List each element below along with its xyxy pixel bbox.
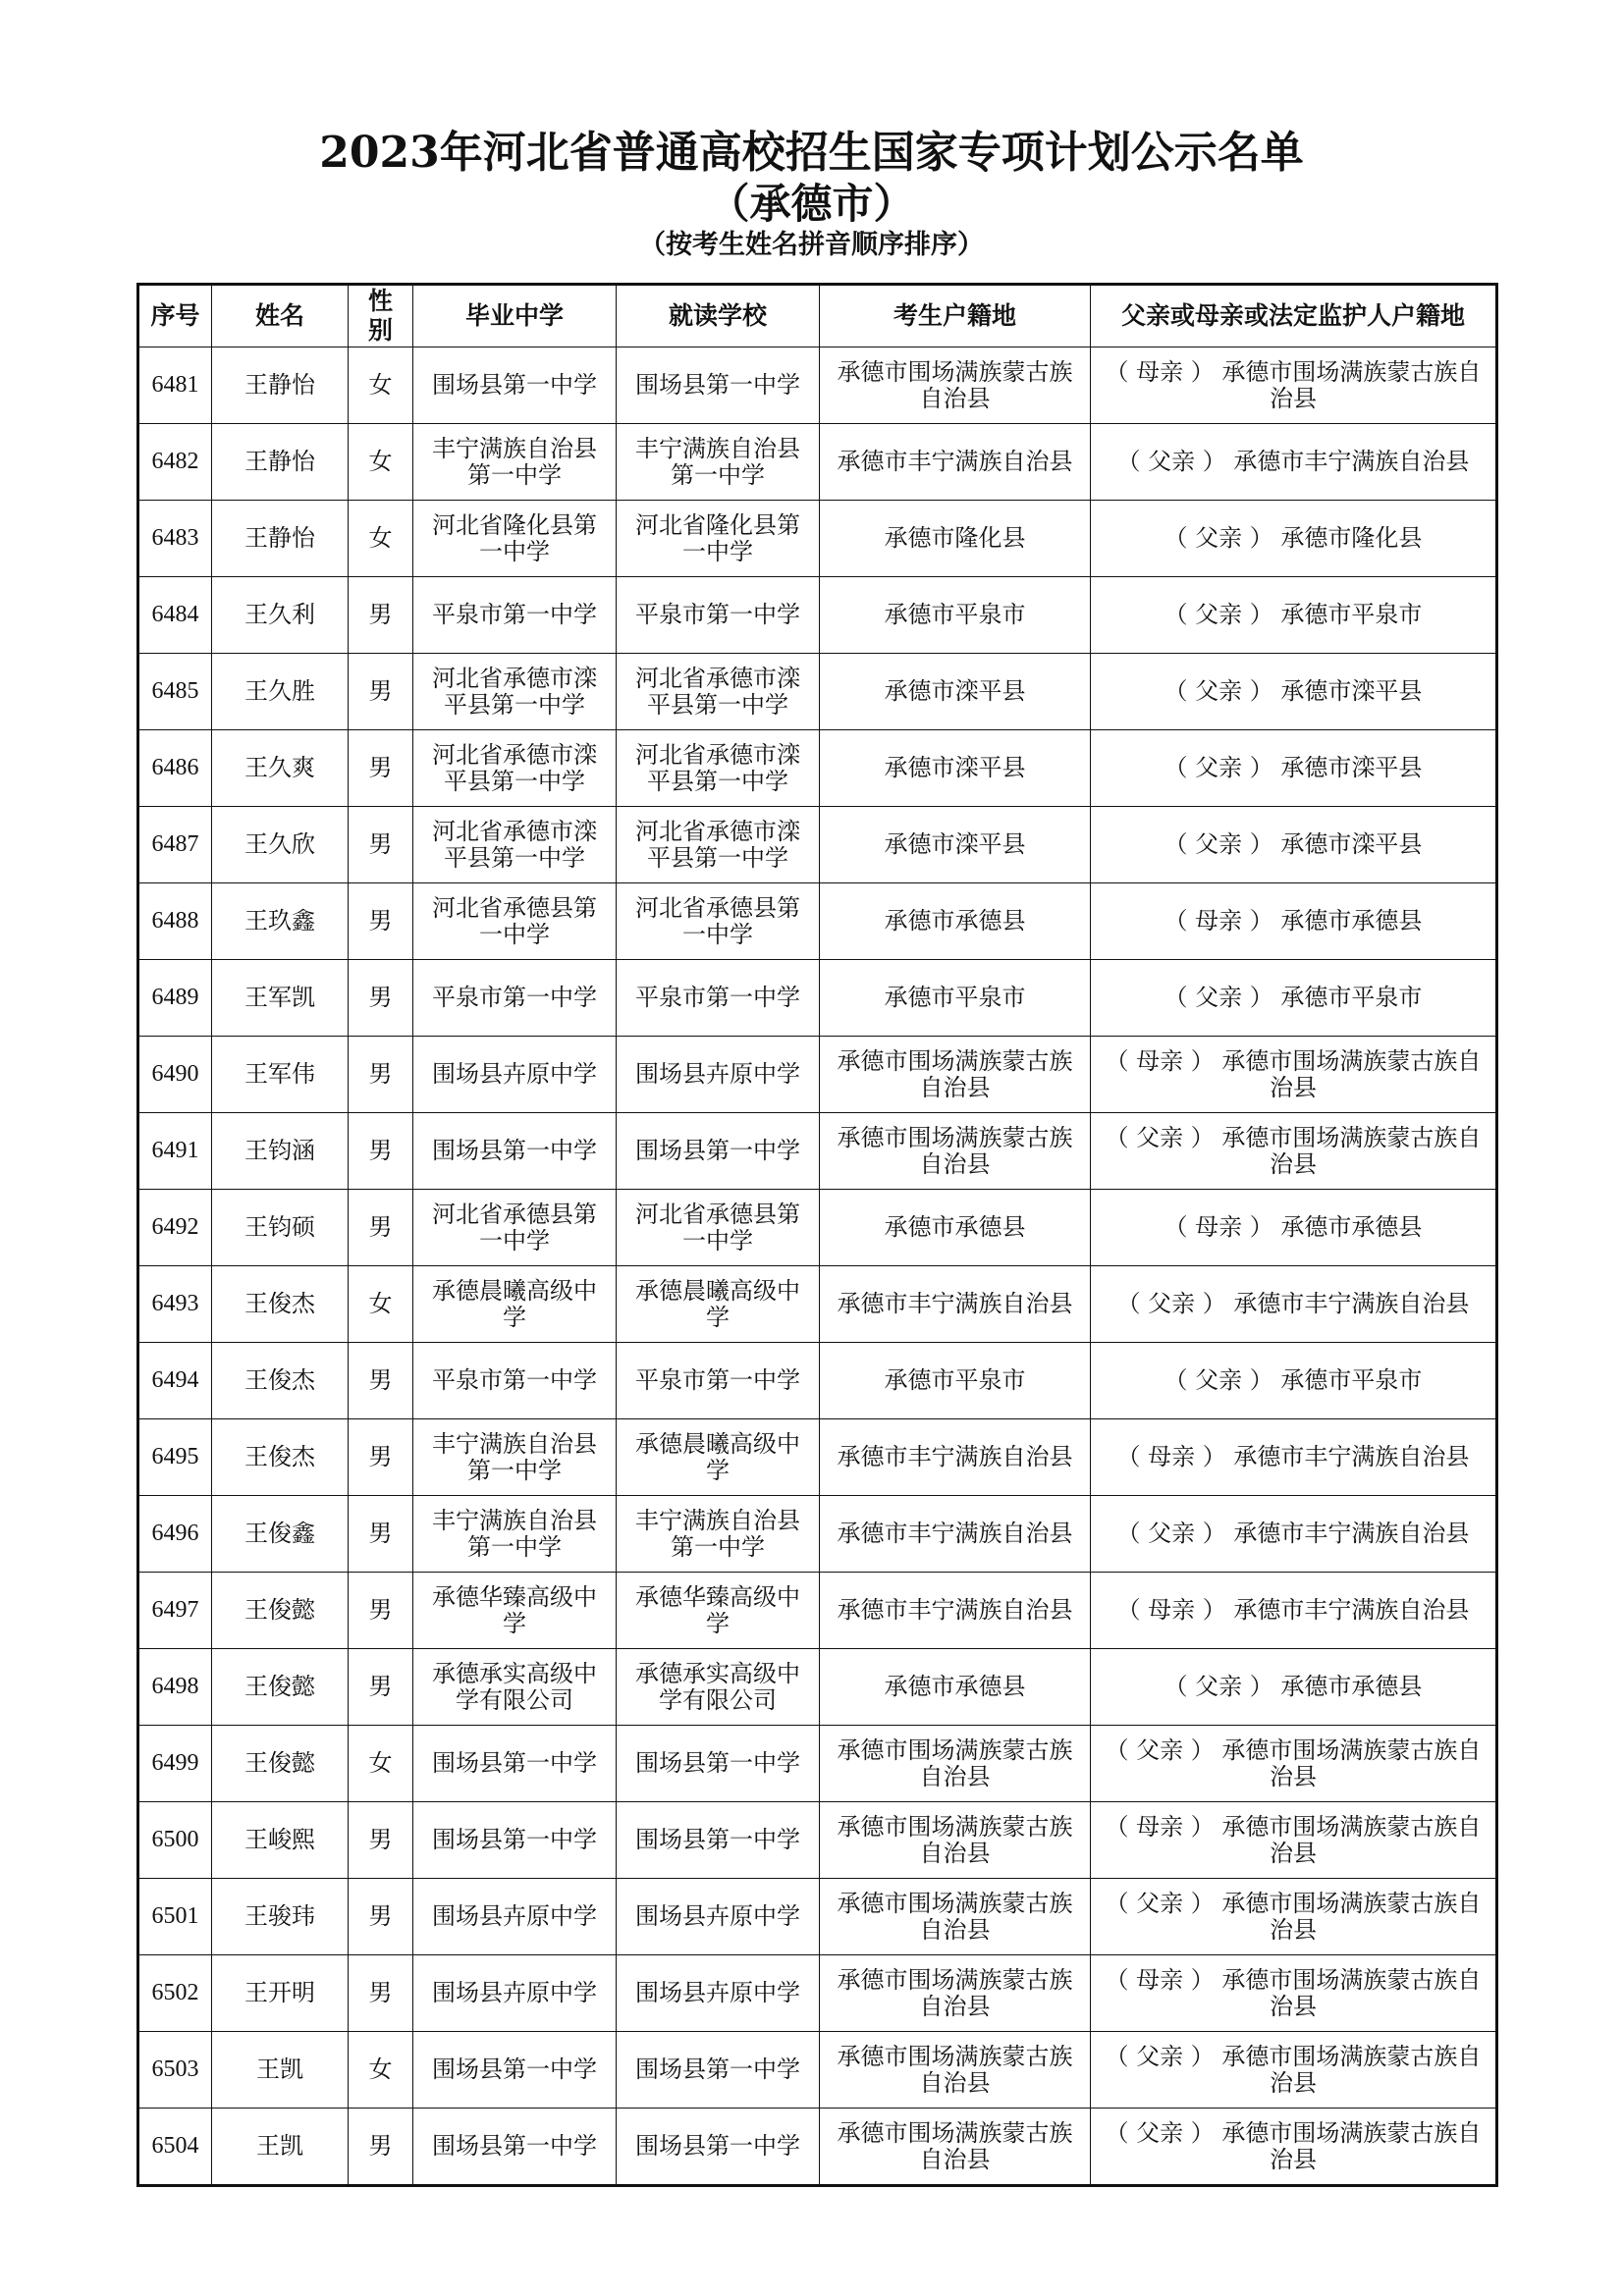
- cell-gender: 女: [349, 501, 413, 577]
- cell-grad-school: 河北省隆化县第一中学: [413, 501, 617, 577]
- cell-current-school: 围场县第一中学: [617, 2032, 820, 2109]
- cell-seq: 6493: [138, 1266, 212, 1343]
- table-row: [138, 1726, 1497, 1802]
- cell-student-hukou: 承德市滦平县: [820, 807, 1091, 883]
- cell-current-school: 围场县卉原中学: [617, 1879, 820, 1955]
- cell-seq: 6489: [138, 960, 212, 1037]
- table-row: [138, 1343, 1497, 1419]
- cell-student-hukou: 承德市滦平县: [820, 654, 1091, 730]
- cell-student-hukou: 承德市承德县: [820, 1190, 1091, 1266]
- cell-guardian-hukou: （ 父亲 ） 承德市围场满族蒙古族自治县: [1091, 1113, 1497, 1190]
- roster-table: [136, 283, 1498, 2187]
- cell-student-hukou: 承德市隆化县: [820, 501, 1091, 577]
- cell-name: 王峻熙: [212, 1802, 349, 1879]
- cell-grad-school: 平泉市第一中学: [413, 960, 617, 1037]
- cell-student-hukou: 承德市围场满族蒙古族自治县: [820, 2032, 1091, 2109]
- cell-student-hukou: 承德市丰宁满族自治县: [820, 1573, 1091, 1649]
- cell-grad-school: 承德承实高级中学有限公司: [413, 1649, 617, 1726]
- cell-current-school: 平泉市第一中学: [617, 1343, 820, 1419]
- header-student-hukou: 考生户籍地: [820, 285, 1091, 347]
- cell-seq: 6484: [138, 577, 212, 654]
- cell-student-hukou: 承德市平泉市: [820, 960, 1091, 1037]
- cell-seq: 6502: [138, 1955, 212, 2032]
- cell-seq: 6500: [138, 1802, 212, 1879]
- cell-name: 王久爽: [212, 730, 349, 807]
- cell-name: 王久欣: [212, 807, 349, 883]
- cell-student-hukou: 承德市平泉市: [820, 577, 1091, 654]
- cell-seq: 6481: [138, 347, 212, 424]
- cell-current-school: 丰宁满族自治县第一中学: [617, 1496, 820, 1573]
- cell-current-school: 承德晨曦高级中学: [617, 1266, 820, 1343]
- table-row: [138, 1190, 1497, 1266]
- cell-grad-school: 河北省承德县第一中学: [413, 1190, 617, 1266]
- header-name: 姓名: [212, 285, 349, 347]
- table-row: [138, 501, 1497, 577]
- cell-student-hukou: 承德市围场满族蒙古族自治县: [820, 1802, 1091, 1879]
- cell-current-school: 围场县第一中学: [617, 347, 820, 424]
- cell-student-hukou: 承德市围场满族蒙古族自治县: [820, 1879, 1091, 1955]
- cell-gender: 男: [349, 1649, 413, 1726]
- table-row: [138, 730, 1497, 807]
- cell-name: 王骏玮: [212, 1879, 349, 1955]
- cell-seq: 6490: [138, 1037, 212, 1113]
- table-row: [138, 1573, 1497, 1649]
- table-row: [138, 2032, 1497, 2109]
- cell-grad-school: 围场县卉原中学: [413, 1879, 617, 1955]
- cell-student-hukou: 承德市围场满族蒙古族自治县: [820, 1113, 1091, 1190]
- cell-name: 王军伟: [212, 1037, 349, 1113]
- cell-student-hukou: 承德市围场满族蒙古族自治县: [820, 2109, 1091, 2186]
- cell-name: 王俊懿: [212, 1726, 349, 1802]
- cell-guardian-hukou: （ 父亲 ） 承德市围场满族蒙古族自治县: [1091, 1726, 1497, 1802]
- table-row: [138, 2109, 1497, 2186]
- cell-grad-school: 河北省承德市滦平县第一中学: [413, 730, 617, 807]
- cell-grad-school: 河北省承德县第一中学: [413, 883, 617, 960]
- cell-student-hukou: 承德市丰宁满族自治县: [820, 424, 1091, 501]
- cell-grad-school: 围场县第一中学: [413, 2109, 617, 2186]
- cell-gender: 男: [349, 2109, 413, 2186]
- cell-guardian-hukou: （ 母亲 ） 承德市围场满族蒙古族自治县: [1091, 1955, 1497, 2032]
- table-row: [138, 807, 1497, 883]
- header-guardian-hukou: 父亲或母亲或法定监护人户籍地: [1091, 285, 1497, 347]
- cell-guardian-hukou: （ 父亲 ） 承德市丰宁满族自治县: [1091, 1496, 1497, 1573]
- cell-grad-school: 丰宁满族自治县第一中学: [413, 1419, 617, 1496]
- cell-gender: 女: [349, 1266, 413, 1343]
- cell-seq: 6491: [138, 1113, 212, 1190]
- header-grad-school: 毕业中学: [413, 285, 617, 347]
- cell-gender: 男: [349, 1113, 413, 1190]
- cell-grad-school: 丰宁满族自治县第一中学: [413, 424, 617, 501]
- cell-name: 王玖鑫: [212, 883, 349, 960]
- document-title: 2023年河北省普通高校招生国家专项计划公示名单: [319, 128, 1304, 178]
- cell-student-hukou: 承德市丰宁满族自治县: [820, 1266, 1091, 1343]
- cell-gender: 男: [349, 1573, 413, 1649]
- table-row: [138, 1955, 1497, 2032]
- cell-name: 王静怡: [212, 347, 349, 424]
- table-row: [138, 1802, 1497, 1879]
- cell-current-school: 河北省承德市滦平县第一中学: [617, 654, 820, 730]
- cell-student-hukou: 承德市围场满族蒙古族自治县: [820, 1726, 1091, 1802]
- cell-guardian-hukou: （ 母亲 ） 承德市承德县: [1091, 883, 1497, 960]
- cell-current-school: 承德华臻高级中学: [617, 1573, 820, 1649]
- cell-current-school: 承德晨曦高级中学: [617, 1419, 820, 1496]
- cell-name: 王俊懿: [212, 1649, 349, 1726]
- cell-guardian-hukou: （ 母亲 ） 承德市承德县: [1091, 1190, 1497, 1266]
- table-row: [138, 1113, 1497, 1190]
- table-header-row: [138, 285, 1497, 347]
- cell-grad-school: 河北省承德市滦平县第一中学: [413, 654, 617, 730]
- cell-current-school: 围场县第一中学: [617, 1113, 820, 1190]
- cell-student-hukou: 承德市承德县: [820, 883, 1091, 960]
- cell-seq: 6499: [138, 1726, 212, 1802]
- cell-grad-school: 围场县第一中学: [413, 1113, 617, 1190]
- cell-current-school: 河北省承德市滦平县第一中学: [617, 807, 820, 883]
- cell-gender: 女: [349, 347, 413, 424]
- cell-current-school: 河北省承德县第一中学: [617, 883, 820, 960]
- cell-grad-school: 丰宁满族自治县第一中学: [413, 1496, 617, 1573]
- cell-guardian-hukou: （ 父亲 ） 承德市承德县: [1091, 1649, 1497, 1726]
- cell-gender: 女: [349, 2032, 413, 2109]
- cell-current-school: 河北省隆化县第一中学: [617, 501, 820, 577]
- table-row: [138, 883, 1497, 960]
- cell-gender: 男: [349, 1879, 413, 1955]
- cell-seq: 6497: [138, 1573, 212, 1649]
- cell-name: 王俊懿: [212, 1573, 349, 1649]
- cell-guardian-hukou: （ 父亲 ） 承德市围场满族蒙古族自治县: [1091, 2109, 1497, 2186]
- cell-seq: 6486: [138, 730, 212, 807]
- cell-guardian-hukou: （ 母亲 ） 承德市丰宁满族自治县: [1091, 1419, 1497, 1496]
- cell-student-hukou: 承德市围场满族蒙古族自治县: [820, 347, 1091, 424]
- cell-student-hukou: 承德市平泉市: [820, 1343, 1091, 1419]
- cell-guardian-hukou: （ 父亲 ） 承德市平泉市: [1091, 577, 1497, 654]
- cell-name: 王俊杰: [212, 1419, 349, 1496]
- header-current-school: 就读学校: [617, 285, 820, 347]
- cell-guardian-hukou: （ 母亲 ） 承德市丰宁满族自治县: [1091, 1573, 1497, 1649]
- cell-grad-school: 围场县第一中学: [413, 347, 617, 424]
- table-row: [138, 1649, 1497, 1726]
- cell-guardian-hukou: （ 父亲 ） 承德市丰宁满族自治县: [1091, 1266, 1497, 1343]
- cell-gender: 男: [349, 1037, 413, 1113]
- cell-gender: 男: [349, 730, 413, 807]
- cell-grad-school: 围场县第一中学: [413, 1726, 617, 1802]
- table-row: [138, 1037, 1497, 1113]
- cell-name: 王静怡: [212, 501, 349, 577]
- table-row: [138, 1419, 1497, 1496]
- cell-grad-school: 围场县卉原中学: [413, 1955, 617, 2032]
- cell-seq: 6504: [138, 2109, 212, 2186]
- cell-gender: 男: [349, 1343, 413, 1419]
- cell-seq: 6503: [138, 2032, 212, 2109]
- cell-grad-school: 围场县第一中学: [413, 1802, 617, 1879]
- table-row: [138, 1266, 1497, 1343]
- cell-guardian-hukou: （ 父亲 ） 承德市丰宁满族自治县: [1091, 424, 1497, 501]
- cell-name: 王钧涵: [212, 1113, 349, 1190]
- cell-guardian-hukou: （ 父亲 ） 承德市平泉市: [1091, 960, 1497, 1037]
- cell-name: 王久利: [212, 577, 349, 654]
- cell-grad-school: 承德晨曦高级中学: [413, 1266, 617, 1343]
- table-row: [138, 960, 1497, 1037]
- cell-guardian-hukou: （ 母亲 ） 承德市围场满族蒙古族自治县: [1091, 347, 1497, 424]
- cell-gender: 男: [349, 1496, 413, 1573]
- cell-name: 王钧硕: [212, 1190, 349, 1266]
- cell-guardian-hukou: （ 母亲 ） 承德市围场满族蒙古族自治县: [1091, 1802, 1497, 1879]
- header-gender: 性别: [349, 285, 413, 347]
- cell-gender: 女: [349, 1726, 413, 1802]
- cell-seq: 6482: [138, 424, 212, 501]
- cell-name: 王俊鑫: [212, 1496, 349, 1573]
- table-row: [138, 347, 1497, 424]
- cell-seq: 6492: [138, 1190, 212, 1266]
- document-subtitle-city: （承德市）: [708, 180, 915, 228]
- cell-gender: 女: [349, 424, 413, 501]
- document-sort-note: （按考生姓名拼音顺序排序）: [639, 230, 984, 260]
- cell-seq: 6488: [138, 883, 212, 960]
- cell-gender: 男: [349, 807, 413, 883]
- cell-student-hukou: 承德市围场满族蒙古族自治县: [820, 1037, 1091, 1113]
- cell-guardian-hukou: （ 父亲 ） 承德市隆化县: [1091, 501, 1497, 577]
- cell-name: 王凯: [212, 2032, 349, 2109]
- cell-guardian-hukou: （ 父亲 ） 承德市平泉市: [1091, 1343, 1497, 1419]
- cell-grad-school: 围场县第一中学: [413, 2032, 617, 2109]
- cell-current-school: 围场县卉原中学: [617, 1037, 820, 1113]
- table-row: [138, 577, 1497, 654]
- cell-grad-school: 承德华臻高级中学: [413, 1573, 617, 1649]
- cell-seq: 6495: [138, 1419, 212, 1496]
- header-seq: 序号: [138, 285, 212, 347]
- cell-current-school: 承德承实高级中学有限公司: [617, 1649, 820, 1726]
- cell-current-school: 丰宁满族自治县第一中学: [617, 424, 820, 501]
- cell-current-school: 河北省承德县第一中学: [617, 1190, 820, 1266]
- cell-grad-school: 平泉市第一中学: [413, 1343, 617, 1419]
- cell-seq: 6483: [138, 501, 212, 577]
- cell-grad-school: 平泉市第一中学: [413, 577, 617, 654]
- cell-seq: 6494: [138, 1343, 212, 1419]
- cell-current-school: 围场县第一中学: [617, 2109, 820, 2186]
- table-row: [138, 1879, 1497, 1955]
- cell-name: 王久胜: [212, 654, 349, 730]
- cell-student-hukou: 承德市承德县: [820, 1649, 1091, 1726]
- cell-seq: 6487: [138, 807, 212, 883]
- cell-current-school: 围场县第一中学: [617, 1802, 820, 1879]
- cell-current-school: 河北省承德市滦平县第一中学: [617, 730, 820, 807]
- cell-student-hukou: 承德市围场满族蒙古族自治县: [820, 1955, 1091, 2032]
- cell-seq: 6498: [138, 1649, 212, 1726]
- cell-gender: 男: [349, 654, 413, 730]
- cell-guardian-hukou: （ 父亲 ） 承德市围场满族蒙古族自治县: [1091, 2032, 1497, 2109]
- cell-name: 王俊杰: [212, 1343, 349, 1419]
- cell-guardian-hukou: （ 母亲 ） 承德市围场满族蒙古族自治县: [1091, 1037, 1497, 1113]
- cell-seq: 6485: [138, 654, 212, 730]
- cell-current-school: 平泉市第一中学: [617, 960, 820, 1037]
- cell-current-school: 围场县第一中学: [617, 1726, 820, 1802]
- cell-student-hukou: 承德市丰宁满族自治县: [820, 1496, 1091, 1573]
- cell-gender: 男: [349, 960, 413, 1037]
- cell-student-hukou: 承德市滦平县: [820, 730, 1091, 807]
- cell-seq: 6496: [138, 1496, 212, 1573]
- cell-name: 王开明: [212, 1955, 349, 2032]
- table-row: [138, 424, 1497, 501]
- cell-name: 王凯: [212, 2109, 349, 2186]
- cell-name: 王静怡: [212, 424, 349, 501]
- cell-gender: 男: [349, 1802, 413, 1879]
- table-row: [138, 1496, 1497, 1573]
- table-row: [138, 654, 1497, 730]
- cell-current-school: 平泉市第一中学: [617, 577, 820, 654]
- cell-name: 王军凯: [212, 960, 349, 1037]
- cell-name: 王俊杰: [212, 1266, 349, 1343]
- cell-gender: 男: [349, 1190, 413, 1266]
- cell-gender: 男: [349, 577, 413, 654]
- cell-gender: 男: [349, 1955, 413, 2032]
- cell-grad-school: 围场县卉原中学: [413, 1037, 617, 1113]
- cell-guardian-hukou: （ 父亲 ） 承德市滦平县: [1091, 730, 1497, 807]
- cell-guardian-hukou: （ 父亲 ） 承德市围场满族蒙古族自治县: [1091, 1879, 1497, 1955]
- cell-guardian-hukou: （ 父亲 ） 承德市滦平县: [1091, 807, 1497, 883]
- cell-student-hukou: 承德市丰宁满族自治县: [820, 1419, 1091, 1496]
- cell-current-school: 围场县卉原中学: [617, 1955, 820, 2032]
- cell-grad-school: 河北省承德市滦平县第一中学: [413, 807, 617, 883]
- cell-gender: 男: [349, 883, 413, 960]
- table-body: [138, 347, 1497, 2186]
- cell-seq: 6501: [138, 1879, 212, 1955]
- cell-guardian-hukou: （ 父亲 ） 承德市滦平县: [1091, 654, 1497, 730]
- cell-gender: 男: [349, 1419, 413, 1496]
